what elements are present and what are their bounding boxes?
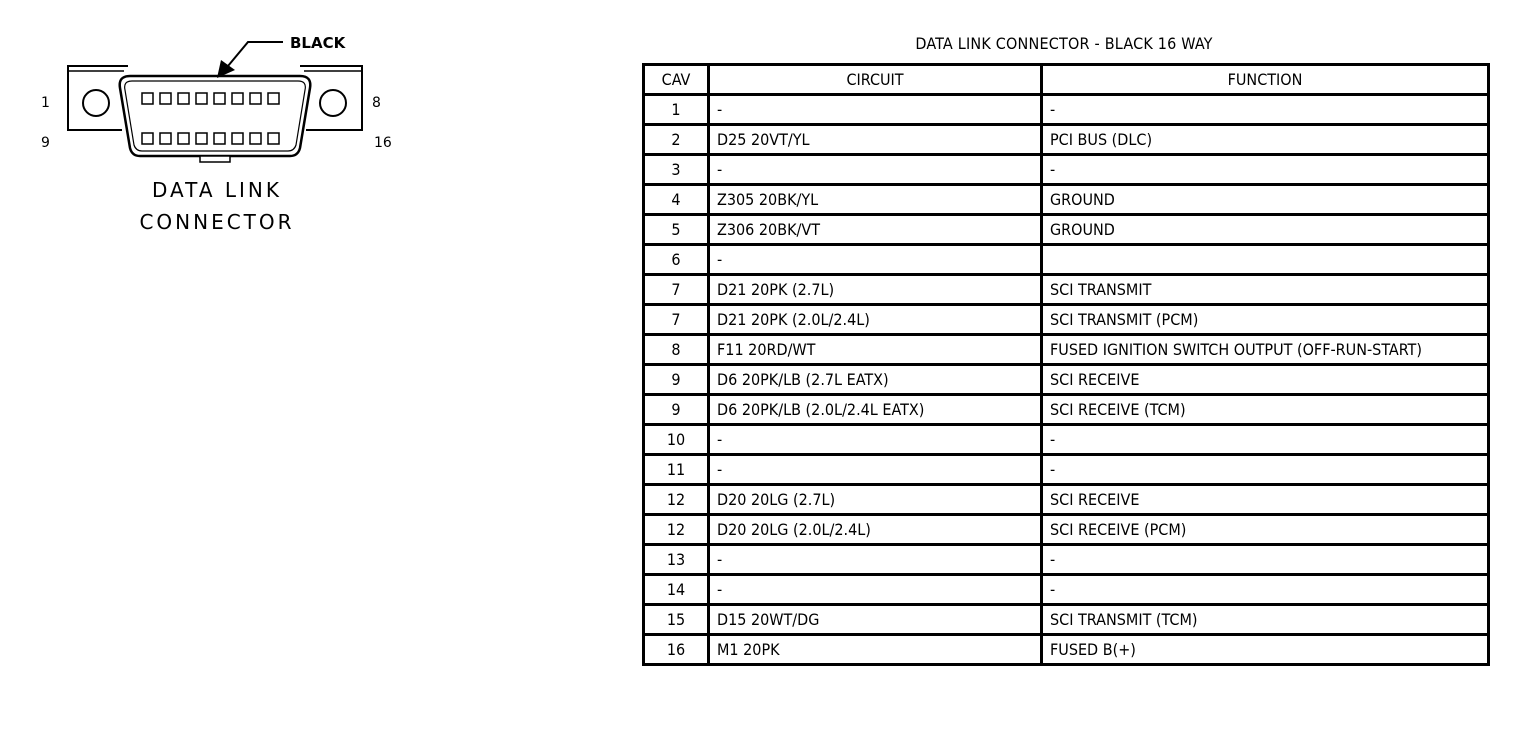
- pin-socket-14: [232, 133, 243, 144]
- pin-socket-10: [160, 133, 171, 144]
- cav-cell: 12: [644, 515, 709, 545]
- function-cell: -: [1042, 155, 1489, 185]
- cav-cell: 1: [644, 95, 709, 125]
- cav-cell: 14: [644, 575, 709, 605]
- connector-key-tab: [200, 156, 230, 162]
- pin-number-9: 9: [41, 135, 50, 151]
- pin-socket-3: [178, 93, 189, 104]
- circuit-cell: Z305 20BK/YL: [709, 185, 1042, 215]
- pinout-table: [642, 63, 1490, 666]
- circuit-cell: Z306 20BK/VT: [709, 215, 1042, 245]
- function-cell: SCI TRANSMIT (TCM): [1042, 605, 1489, 635]
- circuit-cell: -: [709, 155, 1042, 185]
- header-cav: CAV: [644, 65, 709, 95]
- table-row: [644, 95, 1489, 125]
- header-function: FUNCTION: [1042, 65, 1489, 95]
- cav-cell: 7: [644, 305, 709, 335]
- cav-cell: 3: [644, 155, 709, 185]
- function-cell: SCI TRANSMIT (PCM): [1042, 305, 1489, 335]
- pin-number-8: 8: [372, 95, 381, 111]
- cav-cell: 16: [644, 635, 709, 665]
- pin-socket-2: [160, 93, 171, 104]
- cav-cell: 2: [644, 125, 709, 155]
- table-row: [644, 425, 1489, 455]
- table-title: DATA LINK CONNECTOR - BLACK 16 WAY: [915, 34, 1213, 53]
- table-row: [644, 635, 1489, 665]
- table-row: [644, 245, 1489, 275]
- connector-caption-line1: DATA LINK: [152, 178, 282, 202]
- cav-cell: 10: [644, 425, 709, 455]
- circuit-cell: D20 20LG (2.7L): [709, 485, 1042, 515]
- function-cell: FUSED IGNITION SWITCH OUTPUT (OFF-RUN-START): [1042, 335, 1489, 365]
- table-row: [644, 215, 1489, 245]
- cav-cell: 6: [644, 245, 709, 275]
- table-row: [644, 155, 1489, 185]
- table-header-row: [644, 65, 1489, 95]
- function-cell: [1042, 245, 1489, 275]
- cav-cell: 9: [644, 395, 709, 425]
- circuit-cell: D6 20PK/LB (2.0L/2.4L EATX): [709, 395, 1042, 425]
- pin-socket-11: [178, 133, 189, 144]
- cav-cell: 4: [644, 185, 709, 215]
- cav-cell: 5: [644, 215, 709, 245]
- table-row: [644, 305, 1489, 335]
- cav-cell: 13: [644, 545, 709, 575]
- circuit-cell: D15 20WT/DG: [709, 605, 1042, 635]
- pin-socket-6: [232, 93, 243, 104]
- function-cell: SCI RECEIVE: [1042, 485, 1489, 515]
- table-row: [644, 545, 1489, 575]
- function-cell: SCI RECEIVE (TCM): [1042, 395, 1489, 425]
- color-callout: BLACK: [290, 34, 346, 52]
- circuit-cell: D21 20PK (2.7L): [709, 275, 1042, 305]
- function-cell: SCI TRANSMIT: [1042, 275, 1489, 305]
- pin-number-1: 1: [41, 95, 50, 111]
- function-cell: -: [1042, 575, 1489, 605]
- table-row: [644, 335, 1489, 365]
- table-row: [644, 515, 1489, 545]
- table-row: [644, 125, 1489, 155]
- circuit-cell: D20 20LG (2.0L/2.4L): [709, 515, 1042, 545]
- table-row: [644, 365, 1489, 395]
- function-cell: -: [1042, 545, 1489, 575]
- cav-cell: 15: [644, 605, 709, 635]
- left-mounting-hole: [83, 90, 109, 116]
- pin-socket-1: [142, 93, 153, 104]
- pin-socket-12: [196, 133, 207, 144]
- circuit-cell: M1 20PK: [709, 635, 1042, 665]
- circuit-cell: F11 20RD/WT: [709, 335, 1042, 365]
- header-circuit: CIRCUIT: [709, 65, 1042, 95]
- table-row: [644, 485, 1489, 515]
- table-row: [644, 455, 1489, 485]
- function-cell: GROUND: [1042, 215, 1489, 245]
- circuit-cell: -: [709, 95, 1042, 125]
- function-cell: FUSED B(+): [1042, 635, 1489, 665]
- left-mounting-ear: [68, 66, 128, 130]
- right-mounting-hole: [320, 90, 346, 116]
- circuit-cell: D21 20PK (2.0L/2.4L): [709, 305, 1042, 335]
- function-cell: -: [1042, 95, 1489, 125]
- circuit-cell: -: [709, 245, 1042, 275]
- function-cell: GROUND: [1042, 185, 1489, 215]
- connector-caption-line2: CONNECTOR: [139, 210, 295, 234]
- pin-socket-8: [268, 93, 279, 104]
- circuit-cell: -: [709, 575, 1042, 605]
- circuit-cell: -: [709, 545, 1042, 575]
- function-cell: PCI BUS (DLC): [1042, 125, 1489, 155]
- cav-cell: 9: [644, 365, 709, 395]
- table-row: [644, 275, 1489, 305]
- function-cell: SCI RECEIVE (PCM): [1042, 515, 1489, 545]
- table-row: [644, 395, 1489, 425]
- cav-cell: 12: [644, 485, 709, 515]
- cav-cell: 8: [644, 335, 709, 365]
- function-cell: -: [1042, 425, 1489, 455]
- pin-socket-4: [196, 93, 207, 104]
- pin-socket-7: [250, 93, 261, 104]
- pin-socket-9: [142, 133, 153, 144]
- pin-socket-16: [268, 133, 279, 144]
- cav-cell: 11: [644, 455, 709, 485]
- table-row: [644, 605, 1489, 635]
- pin-socket-13: [214, 133, 225, 144]
- circuit-cell: D6 20PK/LB (2.7L EATX): [709, 365, 1042, 395]
- table-row: [644, 575, 1489, 605]
- connector-diagram: [0, 0, 420, 260]
- circuit-cell: -: [709, 455, 1042, 485]
- function-cell: -: [1042, 455, 1489, 485]
- callout-leader: [228, 42, 283, 66]
- pin-socket-5: [214, 93, 225, 104]
- table-row: [644, 185, 1489, 215]
- pin-socket-15: [250, 133, 261, 144]
- circuit-cell: D25 20VT/YL: [709, 125, 1042, 155]
- cav-cell: 7: [644, 275, 709, 305]
- function-cell: SCI RECEIVE: [1042, 365, 1489, 395]
- pin-number-16: 16: [374, 135, 392, 151]
- circuit-cell: -: [709, 425, 1042, 455]
